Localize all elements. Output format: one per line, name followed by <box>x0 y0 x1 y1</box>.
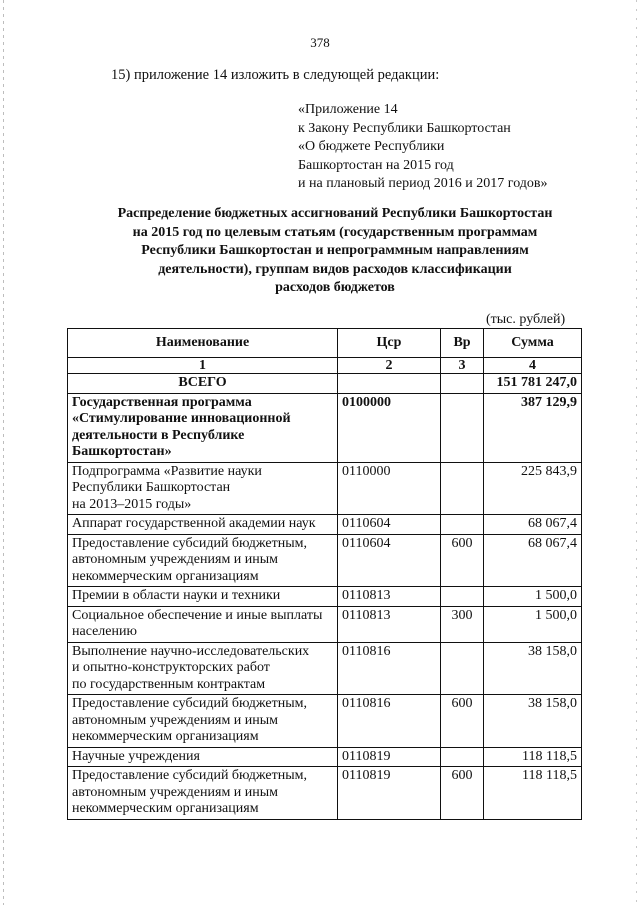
row-sum: 1 500,0 <box>484 587 582 607</box>
row-name-line: автономным учреждениям и иным <box>72 784 279 800</box>
scan-edge-left <box>3 0 4 905</box>
table-row <box>68 642 582 695</box>
row-name-line: Научные учреждения <box>72 748 200 764</box>
row-name-line: и опытно-конструкторских работ <box>72 660 270 675</box>
intro-text: 15) приложение 14 изложить в следующей редакции: <box>111 67 440 83</box>
row-code: 0110604 <box>338 515 441 535</box>
table-row <box>68 606 582 642</box>
col-number: 3 <box>441 358 484 374</box>
scan-edge-right <box>636 0 637 905</box>
row-name <box>68 515 338 535</box>
row-name-line: по государственным контрактам <box>72 676 266 692</box>
budget-table <box>67 328 582 820</box>
table-row <box>68 747 582 767</box>
appendix-reference <box>298 101 548 194</box>
row-vr <box>441 462 484 515</box>
row-name-line: Аппарат государственной академии наук <box>72 516 316 531</box>
col-number: 2 <box>338 358 441 374</box>
table-row <box>68 462 582 515</box>
row-sum: 68 067,4 <box>484 534 582 587</box>
row-name-line: Выполнение научно-исследовательских <box>72 643 310 659</box>
row-name-line: Государственная программа <box>72 394 252 410</box>
row-name-line: Премии в области науки и техники <box>72 588 281 603</box>
appendix-line: Башкортостан на 2015 год <box>298 157 454 173</box>
header-name: Наименование <box>68 329 338 358</box>
appendix-line: «Приложение 14 <box>298 102 398 117</box>
row-name-line: некоммерческим организациям <box>72 729 259 744</box>
row-vr: 600 <box>441 695 484 748</box>
header-code: Цср <box>338 329 441 358</box>
row-code: 0110816 <box>338 642 441 695</box>
title-line: деятельности), группам видов расходов классификации <box>158 261 512 277</box>
title-line: Распределение бюджетных ассигнований Республики Башкортостан <box>117 206 553 221</box>
row-code: 0110813 <box>338 606 441 642</box>
row-name <box>68 695 338 748</box>
table-row <box>68 534 582 587</box>
row-name-line: Предоставление субсидий бюджетным, <box>72 535 308 551</box>
header-vr: Вр <box>441 329 484 358</box>
row-code: 0110813 <box>338 587 441 607</box>
table-row <box>68 515 582 535</box>
row-name-line: Предоставление субсидий бюджетным, <box>72 696 308 711</box>
col-number: 4 <box>484 358 582 374</box>
row-sum: 118 118,5 <box>484 767 582 820</box>
row-vr: 300 <box>441 606 484 642</box>
row-name-line: «Стимулирование инновационной <box>72 411 291 426</box>
row-sum: 38 158,0 <box>484 695 582 748</box>
appendix-line: и на плановый период 2016 и 2017 годов» <box>298 176 548 191</box>
row-name <box>68 606 338 642</box>
row-name <box>68 767 338 820</box>
row-code: 0100000 <box>338 393 441 462</box>
document-title <box>80 205 590 298</box>
row-vr <box>441 642 484 695</box>
row-vr: 600 <box>441 767 484 820</box>
col-number: 1 <box>68 358 338 374</box>
row-vr <box>441 747 484 767</box>
units-label: (тыс. рублей) <box>486 312 566 327</box>
page-number: 378 <box>310 35 330 50</box>
row-sum: 225 843,9 <box>484 462 582 515</box>
row-name-line: Республики Башкортостан <box>72 480 231 495</box>
row-name-line: деятельности в Республике <box>72 427 245 443</box>
row-name-line: Социальное обеспечение и иные выплаты <box>72 607 323 623</box>
appendix-line: «О бюджете Республики <box>298 139 445 154</box>
row-name <box>68 534 338 587</box>
appendix-line: к Закону Республики Башкортостан <box>298 120 511 136</box>
row-name <box>68 642 338 695</box>
table-row <box>68 393 582 462</box>
row-vr: 600 <box>441 534 484 587</box>
row-name <box>68 374 338 394</box>
row-vr <box>441 515 484 535</box>
row-code: 0110819 <box>338 747 441 767</box>
row-sum: 38 158,0 <box>484 642 582 695</box>
title-line: Республики Башкортостан и непрограммным направлениям <box>141 243 529 258</box>
row-sum: 118 118,5 <box>484 747 582 767</box>
header-sum: Сумма <box>484 329 582 358</box>
row-name <box>68 462 338 515</box>
row-name <box>68 747 338 767</box>
row-vr <box>441 374 484 394</box>
row-name <box>68 393 338 462</box>
row-name-line: автономным учреждениям и иным <box>72 712 279 728</box>
row-sum: 68 067,4 <box>484 515 582 535</box>
table-header-row <box>68 329 582 358</box>
row-name-line: некоммерческим организациям <box>72 801 259 816</box>
row-name <box>68 587 338 607</box>
row-code: 0110000 <box>338 462 441 515</box>
row-sum: 151 781 247,0 <box>484 374 582 394</box>
row-code: 0110819 <box>338 767 441 820</box>
table-row <box>68 587 582 607</box>
table-row <box>68 374 582 394</box>
column-number-row <box>68 358 582 374</box>
row-name-line: Предоставление субсидий бюджетным, <box>72 768 308 783</box>
table-row <box>68 767 582 820</box>
title-line: расходов бюджетов <box>275 280 395 295</box>
row-name-line: Подпрограмма «Развитие науки <box>72 463 262 479</box>
row-vr <box>441 587 484 607</box>
row-sum: 1 500,0 <box>484 606 582 642</box>
title-line: на 2015 год по целевым статьям (государственным программам <box>132 224 538 240</box>
row-name-line: автономным учреждениям и иным <box>72 552 279 567</box>
row-code: 0110604 <box>338 534 441 587</box>
row-name-line: населению <box>72 624 137 639</box>
row-code: 0110816 <box>338 695 441 748</box>
row-sum: 387 129,9 <box>484 393 582 462</box>
table-row <box>68 695 582 748</box>
row-code <box>338 374 441 394</box>
row-name-line: Башкортостан» <box>72 444 172 459</box>
row-name-line: некоммерческим организациям <box>72 568 259 584</box>
row-vr <box>441 393 484 462</box>
row-name-line: ВСЕГО <box>178 375 227 390</box>
row-name-line: на 2013–2015 годы» <box>72 496 192 512</box>
